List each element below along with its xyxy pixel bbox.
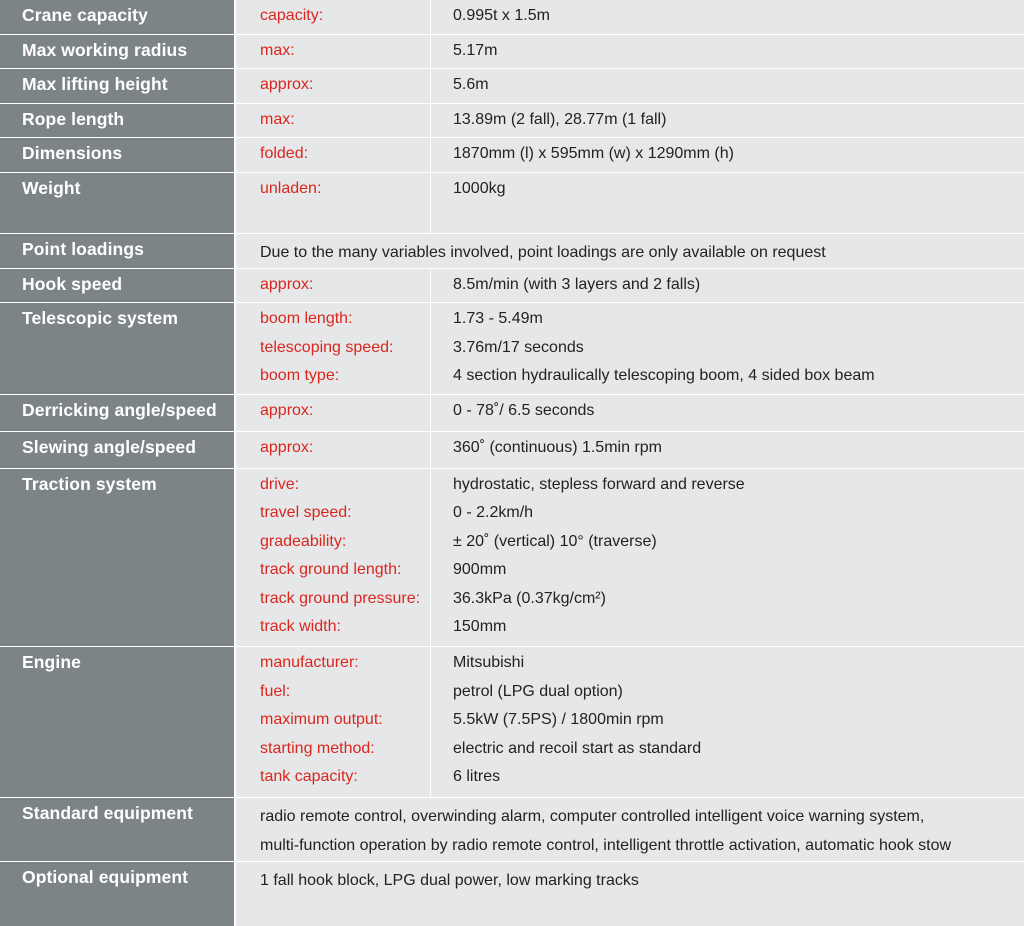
spec-line [236, 178, 1024, 207]
spec-value: 900mm [453, 561, 507, 578]
spec-key: boom type: [260, 367, 340, 384]
spec-key: folded: [260, 145, 309, 162]
spec-line [236, 437, 1024, 466]
spec-key: tank capacity: [260, 768, 358, 785]
spec-label: Derricking angle/speed [0, 395, 236, 431]
spec-content [236, 173, 1024, 234]
spec-line [236, 143, 1024, 172]
spec-key: track ground pressure: [260, 589, 421, 607]
spec-label: Traction system [0, 469, 236, 647]
column-divider [430, 69, 431, 103]
spec-content [236, 647, 1024, 797]
spec-value: 150mm [453, 618, 507, 635]
spec-row [0, 395, 1024, 432]
spec-value: 5.5kW (7.5PS) / 1800min rpm [453, 711, 664, 728]
spec-line [236, 400, 1024, 429]
spec-row [0, 647, 1024, 798]
spec-row [0, 862, 1024, 926]
spec-line [236, 74, 1024, 103]
spec-value: 0 - 2.2km/h [453, 504, 534, 521]
spec-key: capacity: [260, 7, 324, 24]
spec-key: maximum output: [260, 711, 383, 728]
spec-line [236, 274, 1024, 303]
spec-value: 36.3kPa (0.37kg/cm²) [453, 589, 606, 607]
spec-key: max: [260, 41, 295, 59]
spec-content [236, 269, 1024, 303]
spec-row [0, 69, 1024, 104]
spec-line [236, 40, 1024, 69]
spec-key: drive: [260, 475, 300, 493]
column-divider [430, 432, 431, 468]
spec-key: approx: [260, 275, 314, 293]
spec-line [236, 531, 1024, 560]
spec-key: approx: [260, 76, 314, 93]
spec-value: 5.17m [453, 41, 498, 59]
spec-label: Max working radius [0, 35, 236, 69]
spec-content [236, 138, 1024, 172]
spec-content [236, 0, 1024, 34]
column-divider [430, 173, 431, 234]
spec-value: 360˚ (continuous) 1.5min rpm [453, 439, 662, 456]
spec-value: 0.995t x 1.5m [453, 7, 550, 24]
spec-value: 6 litres [453, 768, 501, 785]
spec-row [0, 303, 1024, 395]
spec-row [0, 0, 1024, 35]
spec-text: Due to the many variables involved, point loadings are only available on request [260, 244, 826, 261]
spec-label: Crane capacity [0, 0, 236, 34]
spec-label: Optional equipment [0, 862, 236, 926]
spec-line [236, 588, 1024, 617]
spec-line [236, 502, 1024, 531]
spec-line [236, 709, 1024, 738]
spec-key: max: [260, 110, 295, 128]
column-divider [430, 303, 431, 394]
column-divider [430, 104, 431, 138]
spec-label: Dimensions [0, 138, 236, 172]
spec-value: 5.6m [453, 76, 489, 93]
spec-label: Weight [0, 173, 236, 234]
spec-label: Rope length [0, 104, 236, 138]
spec-content [236, 395, 1024, 431]
spec-label: Max lifting height [0, 69, 236, 103]
spec-key: starting method: [260, 739, 375, 757]
spec-key: approx: [260, 402, 314, 419]
column-divider [430, 647, 431, 797]
spec-line [236, 474, 1024, 503]
spec-value: hydrostatic, stepless forward and reverse [453, 475, 745, 493]
spec-row [0, 104, 1024, 139]
spec-line [236, 308, 1024, 337]
spec-content [236, 862, 1024, 926]
spec-value: ± 20˚ (vertical) 10° (traverse) [453, 532, 657, 550]
spec-key: gradeability: [260, 532, 347, 550]
spec-key: unladen: [260, 179, 322, 197]
spec-label: Hook speed [0, 269, 236, 303]
spec-text: 1 fall hook block, LPG dual power, low marking tracks [260, 872, 639, 889]
spec-label: Engine [0, 647, 236, 797]
spec-label: Standard equipment [0, 798, 236, 861]
spec-content [236, 69, 1024, 103]
spec-content [236, 798, 1024, 861]
spec-content [236, 104, 1024, 138]
spec-content [236, 469, 1024, 647]
spec-line [236, 681, 1024, 710]
spec-line [236, 365, 1024, 394]
spec-row [0, 269, 1024, 304]
spec-value: 3.76m/17 seconds [453, 338, 584, 356]
spec-key: track ground length: [260, 561, 402, 578]
spec-text: radio remote control, overwinding alarm, computer controlled intelligent voice warning system, [260, 808, 925, 825]
spec-row [0, 234, 1024, 269]
spec-value: electric and recoil start as standard [453, 739, 702, 757]
spec-value: Mitsubishi [453, 654, 525, 671]
spec-key: travel speed: [260, 504, 352, 521]
spec-text: multi-function operation by radio remote control, intelligent throttle activation, automatic hook stow [260, 836, 952, 854]
spec-line [236, 766, 1024, 795]
spec-value: 4 section hydraulically telescoping boom, 4 sided box beam [453, 367, 875, 384]
spec-value: 13.89m (2 fall), 28.77m (1 fall) [453, 110, 667, 128]
spec-value: 8.5m/min (with 3 layers and 2 falls) [453, 275, 701, 293]
spec-value: 1.73 - 5.49m [453, 310, 543, 327]
spec-content [236, 234, 1024, 268]
spec-content [236, 432, 1024, 468]
spec-row [0, 173, 1024, 235]
spec-row [0, 432, 1024, 469]
spec-key: fuel: [260, 682, 291, 700]
spec-row [0, 35, 1024, 70]
column-divider [430, 469, 431, 647]
spec-row [0, 138, 1024, 173]
spec-value: 0 - 78˚/ 6.5 seconds [453, 402, 595, 419]
column-divider [430, 269, 431, 303]
spec-value: 1000kg [453, 179, 506, 197]
spec-label: Point loadings [0, 234, 236, 268]
spec-key: approx: [260, 439, 314, 456]
spec-line [236, 5, 1024, 34]
spec-label: Telescopic system [0, 303, 236, 394]
spec-content [236, 303, 1024, 394]
column-divider [430, 0, 431, 34]
column-divider [430, 395, 431, 431]
spec-row [0, 798, 1024, 862]
column-divider [430, 138, 431, 172]
spec-line [236, 616, 1024, 645]
spec-label: Slewing angle/speed [0, 432, 236, 468]
spec-line [236, 738, 1024, 767]
spec-value: petrol (LPG dual option) [453, 682, 623, 700]
spec-content [236, 35, 1024, 69]
spec-line [236, 559, 1024, 588]
spec-line [236, 652, 1024, 681]
spec-key: boom length: [260, 310, 353, 327]
spec-key: track width: [260, 618, 341, 635]
column-divider [430, 35, 431, 69]
spec-key: telescoping speed: [260, 338, 394, 356]
spec-key: manufacturer: [260, 654, 359, 671]
spec-line [236, 337, 1024, 366]
spec-value: 1870mm (l) x 595mm (w) x 1290mm (h) [453, 145, 734, 162]
spec-row [0, 469, 1024, 648]
spec-line [236, 109, 1024, 138]
